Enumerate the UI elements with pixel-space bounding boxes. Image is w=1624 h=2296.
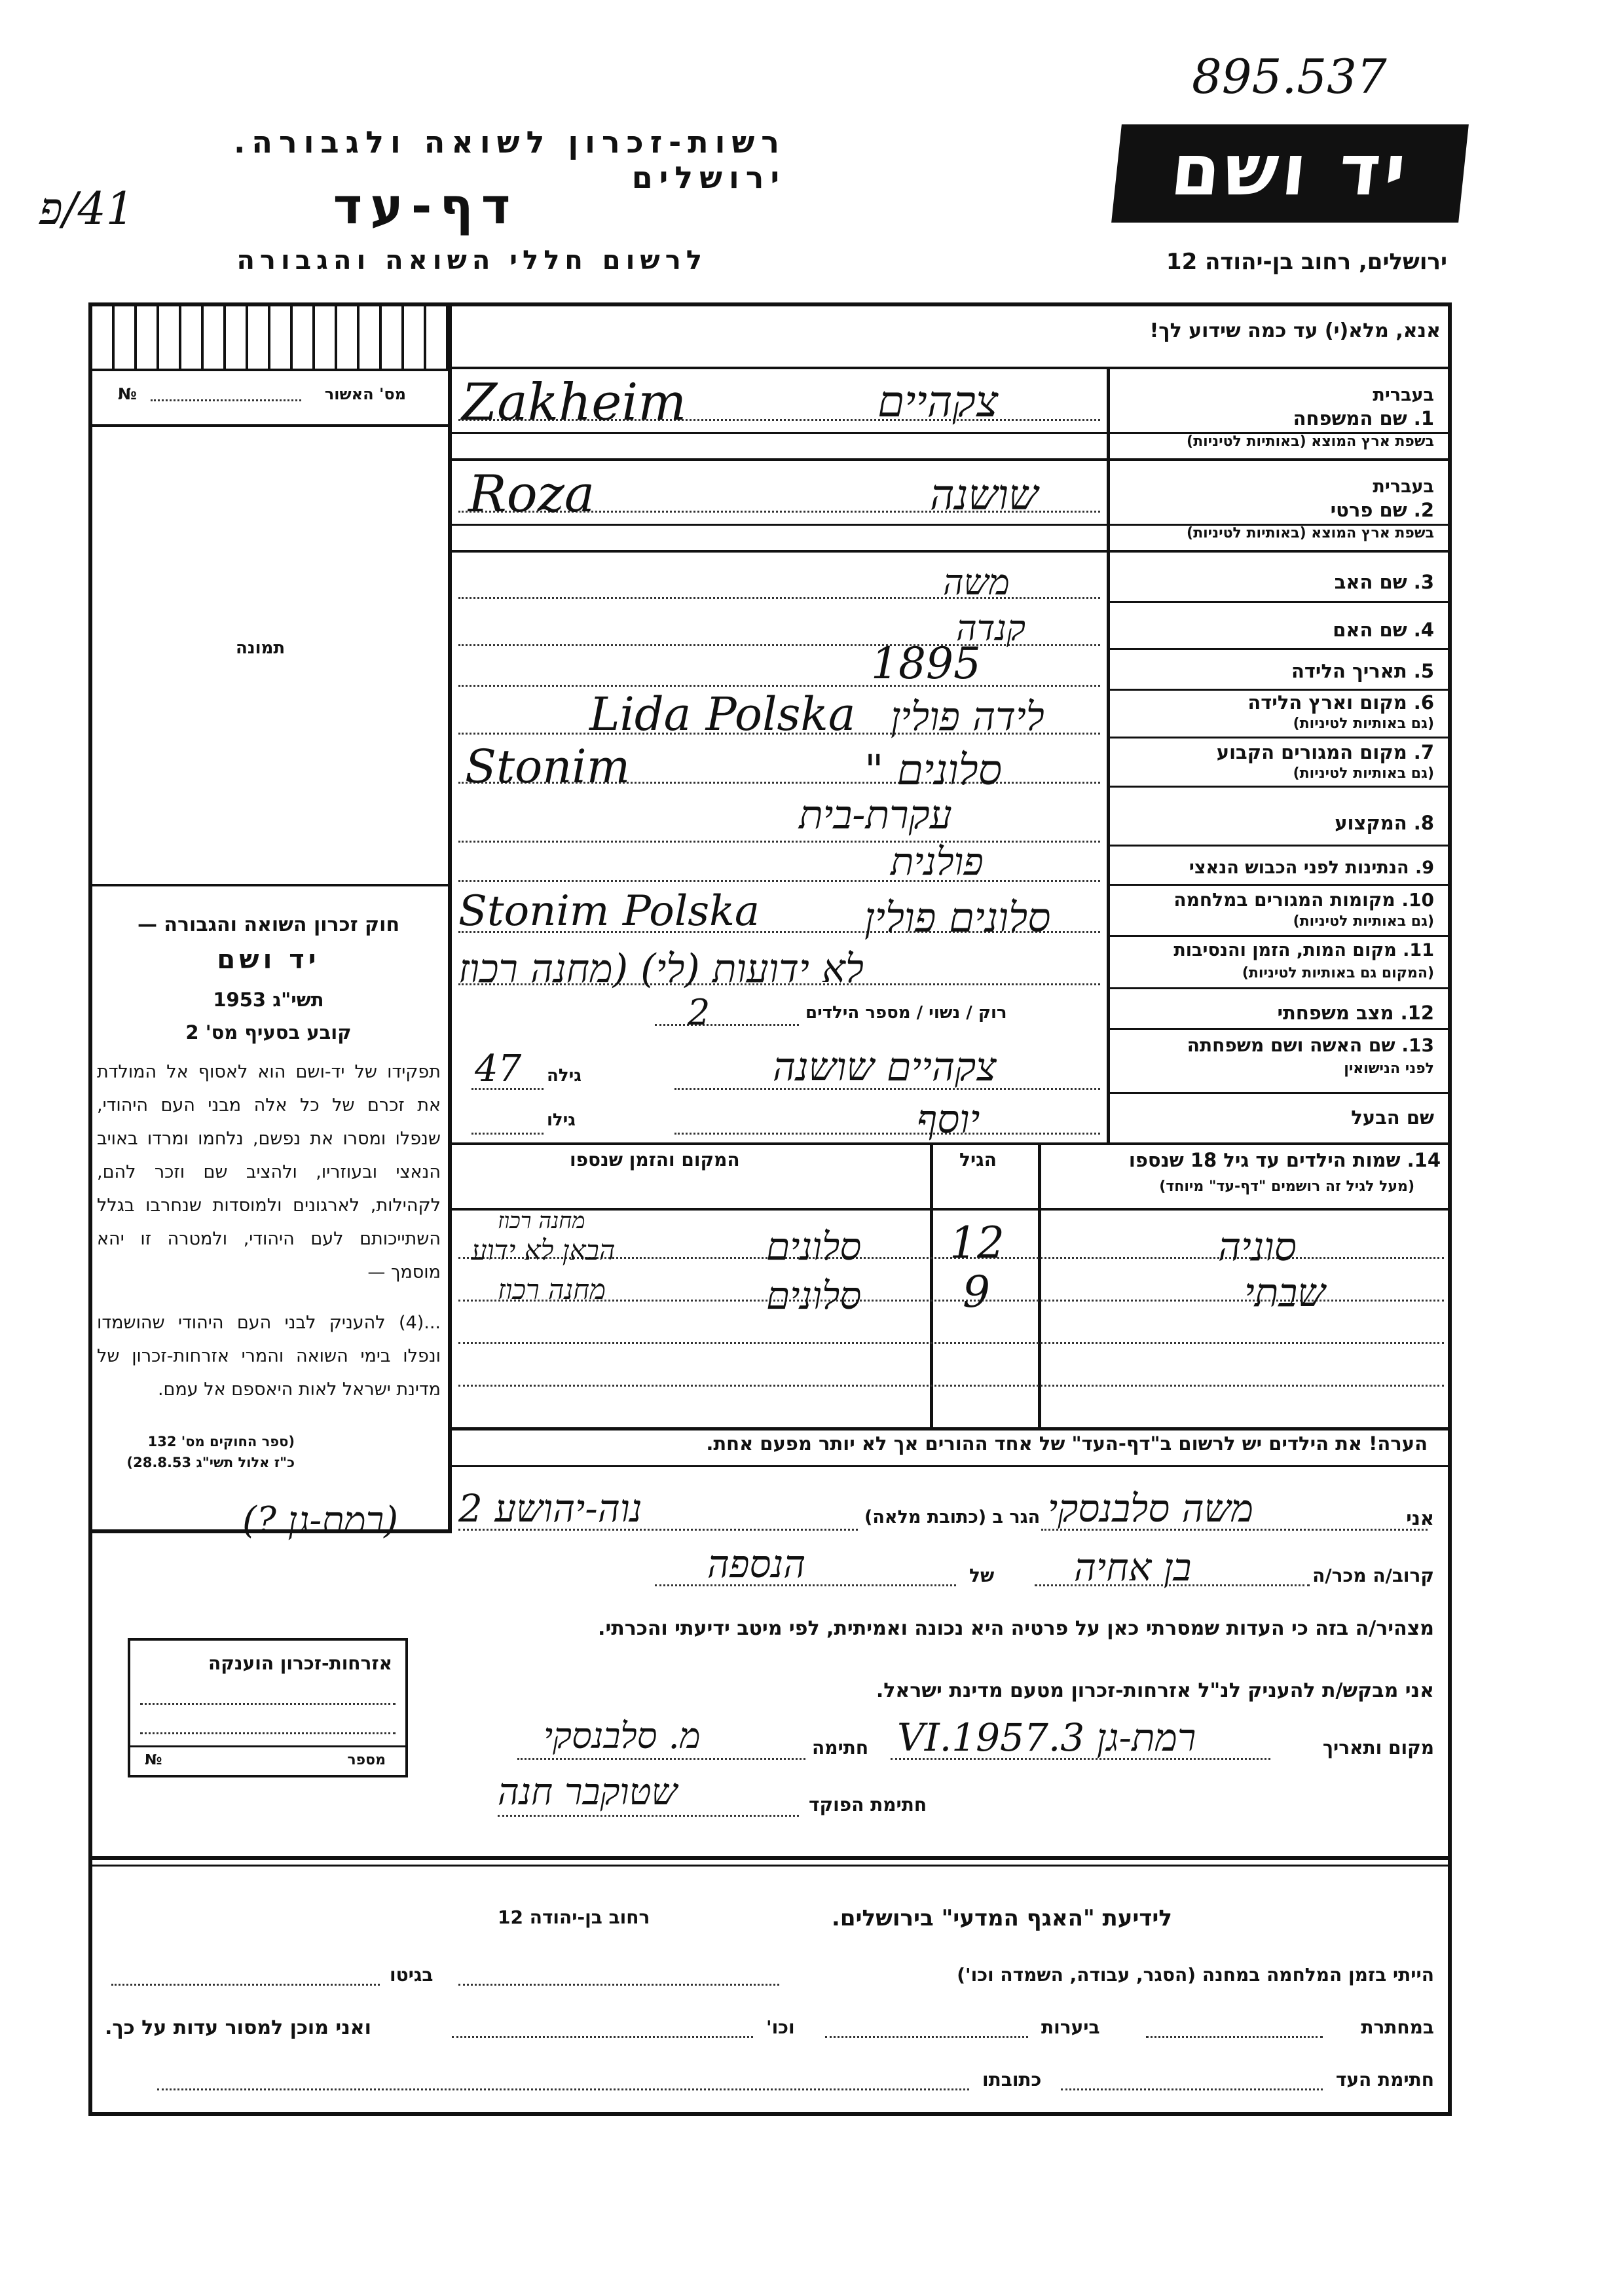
field-7-value-hebrew[interactable]: סלונים " bbox=[864, 746, 1003, 795]
signature-label: חתימה bbox=[812, 1737, 869, 1758]
declaration-resides-label: הגר ב (כתובת מלאה) bbox=[864, 1507, 1041, 1527]
footer-underground-line[interactable] bbox=[1146, 2036, 1323, 2038]
footer-line2-b: ביערות bbox=[1041, 2016, 1100, 2038]
husband-label: שם הבעל bbox=[1351, 1106, 1434, 1129]
field-10-label: 10. מקומות המגורים במלחמה bbox=[1173, 889, 1434, 911]
row-divider-8 bbox=[1107, 845, 1448, 847]
officer-signature-label: חתימת הפוקד bbox=[809, 1794, 927, 1815]
citizenship-title: אזרחות-זכרון הוענקה bbox=[208, 1652, 392, 1674]
field-9-label: 9. הנתינות לפני הכבוש הנאצי bbox=[1189, 858, 1434, 878]
field-6-sublabel: (גם באותיות לטיניות) bbox=[1293, 716, 1434, 732]
citizenship-number-symbol: № bbox=[145, 1752, 162, 1768]
field-7-label: 7. מקום המגורים הקבוע bbox=[1216, 741, 1434, 763]
field-12-options: רוק / נשוי / מספר הילדים bbox=[805, 1003, 1007, 1023]
footer-ghetto-line[interactable] bbox=[111, 1984, 380, 1986]
child-1-place[interactable]: סלונים bbox=[766, 1224, 862, 1269]
field-13-sublabel: לפני הנישואין bbox=[1344, 1061, 1434, 1077]
left-panel-right-border bbox=[448, 302, 452, 1533]
footer-witness-signature-line[interactable] bbox=[1061, 2088, 1323, 2090]
field-13-value[interactable]: צקהיים שושנה bbox=[773, 1044, 997, 1090]
law-name: יד ושם bbox=[217, 945, 320, 975]
declaration-statement: מצהיר/ה בזה כי העדות שמסרתי כאן על פרטיה היא נכונה ואמיתית, לפי מיטב ידיעתי והכרתי. bbox=[598, 1617, 1434, 1640]
field-9-value[interactable]: פולנית bbox=[891, 839, 984, 884]
law-body: תפקידו של יד-ושם הוא לאסוף אל המולדת את זכרם של כל אלה מבני העם היהודי, שנפלו ומסרו את נפשם, נלחמו ומרדו באויב הנאצי ובעוזריו, ולהציב שם וזכר להם, לקהילות, לארגונים ולמוסדות שנחרבו בגלל השתייכותם לעם היהודי, ולמטרה זו יהא מוסמך — bbox=[97, 1062, 441, 1283]
cert-no-symbol: № bbox=[118, 385, 137, 403]
field-2-sublabel: בשפת ארץ המוצא (באותיות לטיניות) bbox=[1187, 525, 1434, 541]
field-12-line[interactable] bbox=[655, 1024, 799, 1026]
field-7-value-latin[interactable]: Stonim bbox=[465, 740, 631, 793]
form-subtitle: לרשום חללי השואה והגבורה bbox=[236, 246, 707, 276]
cert-divider bbox=[92, 424, 448, 427]
signature-value[interactable]: מ. סלבנסקי bbox=[544, 1715, 701, 1757]
field-9-line[interactable] bbox=[458, 880, 1100, 882]
row-divider-9 bbox=[1107, 884, 1448, 886]
footer-camp-line[interactable] bbox=[458, 1984, 779, 1986]
intro-divider bbox=[452, 367, 1448, 369]
place-date-label: מקום ותאריך bbox=[1322, 1737, 1434, 1758]
law-years: תשי"ג 1953 bbox=[213, 989, 324, 1011]
child-1-name[interactable]: סוניה bbox=[1218, 1224, 1297, 1270]
row-divider-13 bbox=[1107, 1092, 1448, 1094]
row-divider-5 bbox=[1107, 689, 1448, 691]
row-divider-6 bbox=[1107, 737, 1448, 738]
field-7-sublabel: (גם באותיות לטיניות) bbox=[1293, 765, 1434, 782]
row-divider-14 bbox=[452, 1142, 1448, 1145]
declaration-address-value[interactable]: נוה-יהושע 2 bbox=[458, 1486, 642, 1531]
children-row-line-4[interactable] bbox=[458, 1385, 1444, 1387]
footer-inner-border bbox=[88, 1865, 1448, 1867]
row-divider-2 bbox=[452, 550, 1448, 553]
children-bottom-divider bbox=[452, 1427, 1448, 1430]
declaration-deceased-label[interactable]: הנספה bbox=[707, 1542, 806, 1586]
photo-label: תמונה bbox=[236, 638, 286, 658]
declaration-name-value[interactable]: משה סלבנסקי bbox=[1048, 1486, 1254, 1531]
law-section: קובע בסעיף מס' 2 bbox=[185, 1021, 352, 1044]
field-12-value[interactable]: 2 bbox=[688, 992, 710, 1033]
child-2-name[interactable]: שבתי bbox=[1244, 1270, 1325, 1316]
husband-age-label: גילו bbox=[547, 1110, 576, 1130]
note-divider bbox=[452, 1465, 1448, 1467]
citizenship-box bbox=[128, 1638, 408, 1777]
field-13-age-label: גילה bbox=[547, 1066, 581, 1085]
field-1-label: 1. שם המשפחה bbox=[1293, 407, 1434, 429]
declaration-city-value[interactable]: (רמת-גן ?) bbox=[242, 1499, 399, 1542]
field-5-label: 5. תאריך הלידה bbox=[1291, 660, 1434, 682]
field-2-label: 2. שם פרטי bbox=[1330, 499, 1434, 521]
citizenship-number-divider bbox=[130, 1745, 405, 1747]
perforation-strip bbox=[92, 306, 448, 371]
intro-text: אנא, מלא(י) עד כמה שידוע לך! bbox=[1149, 319, 1441, 342]
child-2-place[interactable]: סלונים bbox=[766, 1273, 862, 1318]
field-8-label: 8. המקצוע bbox=[1335, 812, 1434, 834]
child-1-note-top[interactable]: מחנה רכוז bbox=[498, 1208, 585, 1234]
field-10-value-latin[interactable]: Stonim Polska bbox=[458, 887, 760, 936]
children-header-divider bbox=[452, 1208, 1448, 1211]
field-8-value[interactable]: עקרת-בית bbox=[799, 792, 952, 838]
field-11-value[interactable]: לא ידועות (לי) (מחנה רכוז bbox=[458, 946, 864, 992]
field-2-value-hebrew[interactable]: שושנה bbox=[930, 471, 1039, 520]
place-date-value[interactable]: רמת-גן 3.VI.1957 bbox=[897, 1715, 1196, 1760]
footer-etc-line[interactable] bbox=[452, 2036, 753, 2038]
footer-line2-c: וכו' bbox=[766, 2016, 795, 2038]
declaration-of-label: של bbox=[969, 1565, 995, 1586]
footer-line2-a: במחתרת bbox=[1361, 2016, 1434, 2038]
note-text: הערה! את הילדים יש לרשום ב"דף-העד" של אחד ההורים אך לא יותר מפעם אחת. bbox=[706, 1432, 1428, 1455]
field-12-label: 12. מצב משפחתי bbox=[1277, 1002, 1434, 1024]
row-divider-1 bbox=[452, 458, 1448, 461]
footer-top-border bbox=[88, 1856, 1448, 1860]
field-10-sublabel: (גם באותיות לטיניות) bbox=[1293, 913, 1434, 930]
field-6-label: 6. מקום וארץ הלידה bbox=[1247, 691, 1434, 714]
declaration-request: אני מבקש/ת להעניק לנ"ל אזרחות-זכרון מטעם מדינת ישראל. bbox=[876, 1679, 1434, 1702]
child-1-note[interactable]: הבאן לא ידוע bbox=[471, 1234, 616, 1266]
children-place-header: המקום והזמן שנספו bbox=[570, 1149, 740, 1171]
row-divider-11 bbox=[1107, 987, 1448, 989]
logo-text: יד ושם bbox=[1167, 130, 1414, 211]
footer-line1-b: בגיטו bbox=[390, 1964, 434, 1986]
children-age-header: הגיל bbox=[959, 1149, 997, 1171]
law-title: חוק זכרון השואה והגבורה — bbox=[137, 913, 400, 936]
field-5-value[interactable]: 1895 bbox=[871, 638, 981, 689]
row-divider-3 bbox=[1107, 601, 1448, 603]
field-4-label: 4. שם האם bbox=[1333, 619, 1434, 641]
children-row-line-3[interactable] bbox=[458, 1342, 1444, 1344]
children-col-name-border bbox=[1038, 1142, 1041, 1430]
officer-signature-value[interactable]: שטוקבר חנה bbox=[498, 1771, 678, 1813]
children-title-sub: (מעל לגיל זה רושמים "דף-עד" מיוחד) bbox=[1159, 1178, 1414, 1195]
form-title: דף-עד bbox=[333, 177, 519, 235]
husband-age-line[interactable] bbox=[471, 1133, 544, 1135]
yad-vashem-logo bbox=[1111, 124, 1469, 223]
field-1-value-hebrew[interactable]: צקהיים bbox=[877, 376, 999, 427]
field-8-line[interactable] bbox=[458, 841, 1100, 843]
footer-line2-d: ואני מוכן למסור עדות על כך. bbox=[105, 2016, 371, 2039]
header-address: ירושלים, רחוב בן-יהודה 12 bbox=[1166, 249, 1447, 275]
footer-line3-a: חתימת העד bbox=[1335, 2069, 1434, 2090]
field-6-value-latin[interactable]: Lida Polska bbox=[589, 687, 856, 741]
husband-line[interactable] bbox=[674, 1133, 1100, 1135]
row-divider-12 bbox=[1107, 1028, 1448, 1030]
citizenship-line-2[interactable] bbox=[140, 1732, 396, 1734]
declaration-ani: אני bbox=[1406, 1507, 1434, 1529]
row-divider-10 bbox=[1107, 935, 1448, 937]
field-1-sublabel: בשפת ארץ המוצא (באותיות לטיניות) bbox=[1187, 433, 1434, 450]
children-col-age-border bbox=[930, 1142, 933, 1430]
law-clause: ...(4) להעניק לבני העם היהודי שהושמדו ונפלו בימי השואה והמרי אזרחות-זכרון של מדינת ישראל לאות היאספם אל עמם. bbox=[97, 1313, 441, 1400]
children-title: 14. שמות הילדים עד גיל 18 שנספו bbox=[1128, 1149, 1441, 1171]
footer-line3-b: כתובתו bbox=[982, 2069, 1042, 2090]
field-3-label: 3. שם האב bbox=[1334, 571, 1434, 593]
field-13-age-value[interactable]: 47 bbox=[475, 1048, 522, 1090]
footer-line1-a: הייתי בזמן המלחמה במחנה (הסגר, עבודה, השמדה וכו') bbox=[957, 1964, 1434, 1986]
field-11-label: 11. מקום המות, הזמן והנסיבות bbox=[1173, 940, 1434, 960]
field-11-sublabel: (המקום גם באותיות לטיניות) bbox=[1242, 965, 1434, 981]
field-5-line[interactable] bbox=[458, 685, 1100, 687]
field-2-hebrew-tag: בעברית bbox=[1373, 477, 1434, 497]
child-1-age[interactable]: 12 bbox=[950, 1218, 1005, 1268]
footer-witness-address-line[interactable] bbox=[157, 2088, 969, 2090]
child-2-age[interactable]: 9 bbox=[963, 1267, 990, 1317]
cert-number-field[interactable] bbox=[151, 399, 301, 401]
citizenship-line-1[interactable] bbox=[140, 1703, 396, 1705]
field-4-value[interactable]: קנדה bbox=[956, 608, 1025, 649]
footer-title: לידיעת "האגף המדעי" בירושלים. bbox=[831, 1905, 1172, 1931]
cert-label: מס' האשור bbox=[324, 385, 406, 403]
declaration-relative-label: קרוב/ה מכר/ה bbox=[1312, 1565, 1434, 1586]
declaration-relation-value[interactable]: בן אחיה bbox=[1074, 1545, 1192, 1590]
footer-forests-line[interactable] bbox=[825, 2036, 1028, 2038]
citizenship-number-label: מספר bbox=[347, 1752, 386, 1768]
signature-line[interactable] bbox=[517, 1758, 805, 1760]
law-reference-1: (ספר החוקים מס' 132 bbox=[147, 1434, 295, 1449]
field-3-value[interactable]: משה bbox=[943, 562, 1010, 603]
field-1-value-latin[interactable]: Zakheim bbox=[462, 373, 687, 432]
row-divider-4 bbox=[1107, 648, 1448, 650]
photo-bottom-divider bbox=[92, 884, 448, 886]
child-2-note[interactable]: מחנה רכוז bbox=[498, 1273, 606, 1305]
officer-signature-line[interactable] bbox=[498, 1815, 799, 1817]
row-divider-7 bbox=[1107, 786, 1448, 788]
footer-address: רחוב בן-יהודה 12 bbox=[498, 1906, 650, 1928]
husband-value[interactable]: יוסף bbox=[917, 1097, 980, 1142]
law-reference-2: כ"ז אלול תשי"ג 28.8.53) bbox=[126, 1455, 295, 1470]
field-2-value-latin[interactable]: Roza bbox=[468, 465, 595, 524]
handwritten-margin-note: 41/פ bbox=[39, 183, 135, 235]
field-13-label: 13. שם האשה ושם משפחתה bbox=[1187, 1034, 1434, 1056]
field-10-value-hebrew[interactable]: סלונים פולין bbox=[864, 894, 1051, 941]
handwritten-reference-number: 895.537 bbox=[1192, 49, 1387, 104]
authority-line: רשות-זכרון לשואה ולגבורה. ירושלים bbox=[233, 124, 786, 195]
field-1-hebrew-tag: בעברית bbox=[1373, 385, 1434, 405]
field-6-value-hebrew[interactable]: לידה פולין bbox=[891, 694, 1044, 740]
